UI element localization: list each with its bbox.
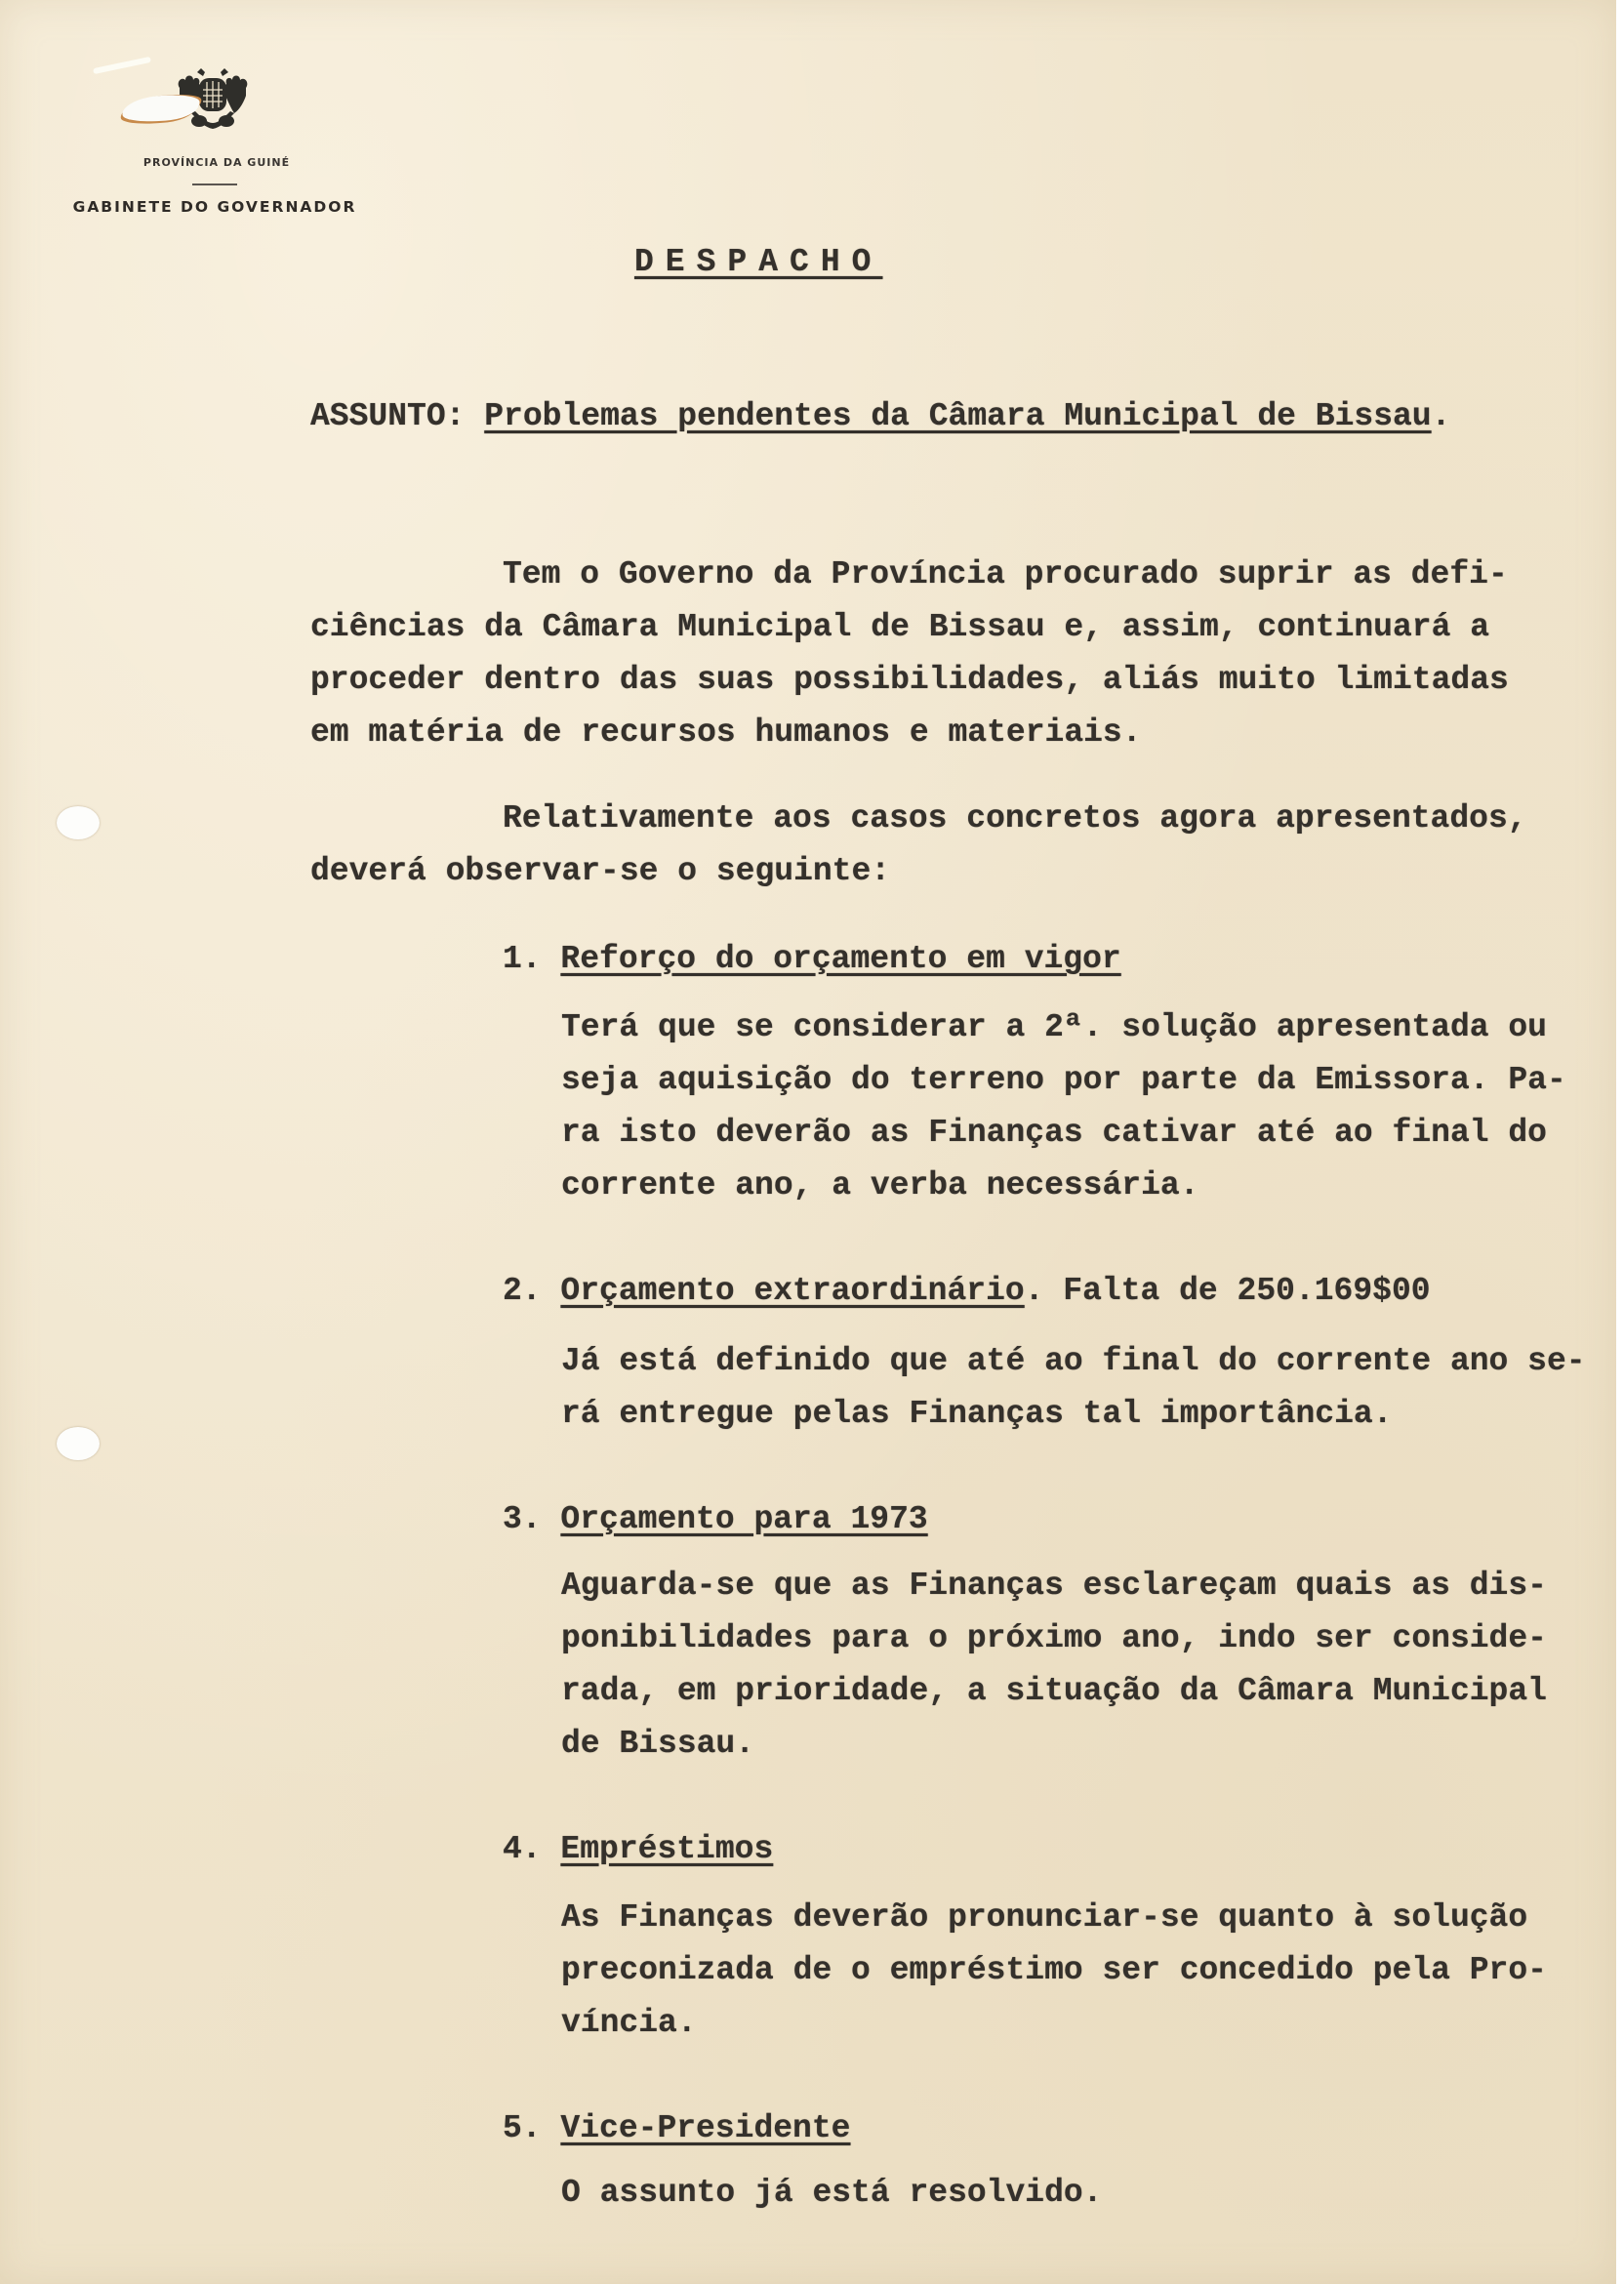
item-heading-text: Reforço do orçamento em vigor [560, 941, 1121, 977]
punch-hole-bottom [57, 1427, 100, 1460]
paper-crease [93, 57, 151, 74]
item-2-body-line-1: Já está definido que até ao final do corrente ano se- [561, 1343, 1586, 1379]
item-1-body-line-4: corrente ano, a verba necessária. [561, 1167, 1199, 1203]
item-4-heading [503, 1823, 773, 1876]
item-4-body-line-3: víncia. [561, 2005, 697, 2041]
item-heading-text: Orçamento para 1973 [560, 1501, 928, 1537]
item-heading-text: Vice-Presidente [560, 2110, 851, 2146]
item-number: 4. [503, 1831, 542, 1867]
province-name: PROVÍNCIA DA GUINÉ [142, 156, 291, 169]
subject-end: . [1431, 398, 1451, 434]
item-1-body-line-2: seja aquisição do terreno por parte da Emissora. Pa- [561, 1062, 1566, 1098]
paragraph-1-line-2: ciências da Câmara Municipal de Bissau e, assim, continuará a [310, 609, 1489, 645]
office-name: GABINETE DO GOVERNADOR [72, 198, 357, 216]
item-4-body-line-1: As Finanças deverão pronunciar-se quanto à solução [561, 1899, 1528, 1936]
paragraph-2-line-2: deverá observar-se o seguinte: [310, 853, 891, 889]
item-2-body-line-2: rá entregue pelas Finanças tal importância. [561, 1396, 1393, 1432]
paragraph-2-line-1: Relativamente aos casos concretos agora apresentados, [503, 800, 1527, 836]
subject-text: Problemas pendentes da Câmara Municipal de Bissau [484, 398, 1432, 434]
item-3-heading [503, 1493, 928, 1546]
item-heading-text: Empréstimos [560, 1831, 774, 1867]
item-number: 1. [503, 941, 542, 977]
item-4-body-line-2: preconizada de o empréstimo ser concedido pela Pro- [561, 1952, 1547, 1988]
item-3-body-line-1: Aguarda-se que as Finanças esclareçam quais as dis- [561, 1568, 1547, 1604]
item-number: 3. [503, 1501, 542, 1537]
paragraph-1-line-1: Tem o Governo da Província procurado suprir as defi- [503, 556, 1508, 592]
item-3-body-line-3: rada, em prioridade, a situação da Câmara Municipal [561, 1673, 1547, 1709]
item-number: 2. [503, 1273, 542, 1309]
item-5-heading [503, 2102, 850, 2155]
punch-hole-top [57, 806, 100, 839]
item-1-heading [503, 933, 1121, 986]
paragraph-1-line-3: proceder dentro das suas possibilidades, aliás muito limitadas [310, 662, 1509, 698]
subject-label: ASSUNTO: [310, 398, 466, 434]
item-2-heading [503, 1265, 1431, 1318]
item-heading-suffix: . Falta de 250.169$00 [1024, 1273, 1431, 1309]
item-3-body-line-4: de Bissau. [561, 1726, 755, 1762]
document-title: DESPACHO [634, 244, 883, 280]
item-number: 5. [503, 2110, 542, 2146]
item-1-body-line-1: Terá que se considerar a 2ª. solução apresentada ou [561, 1009, 1547, 1045]
paragraph-1-line-4: em matéria de recursos humanos e materiais. [310, 714, 1142, 751]
item-5-body-line-1: O assunto já está resolvido. [561, 2175, 1103, 2211]
subject-line [310, 390, 1450, 443]
letterhead-rule [192, 184, 237, 185]
item-3-body-line-2: ponibilidades para o próximo ano, indo ser conside- [561, 1620, 1547, 1656]
item-1-body-line-3: ra isto deverão as Finanças cativar até ao final do [561, 1115, 1547, 1151]
item-heading-text: Orçamento extraordinário [560, 1273, 1025, 1309]
